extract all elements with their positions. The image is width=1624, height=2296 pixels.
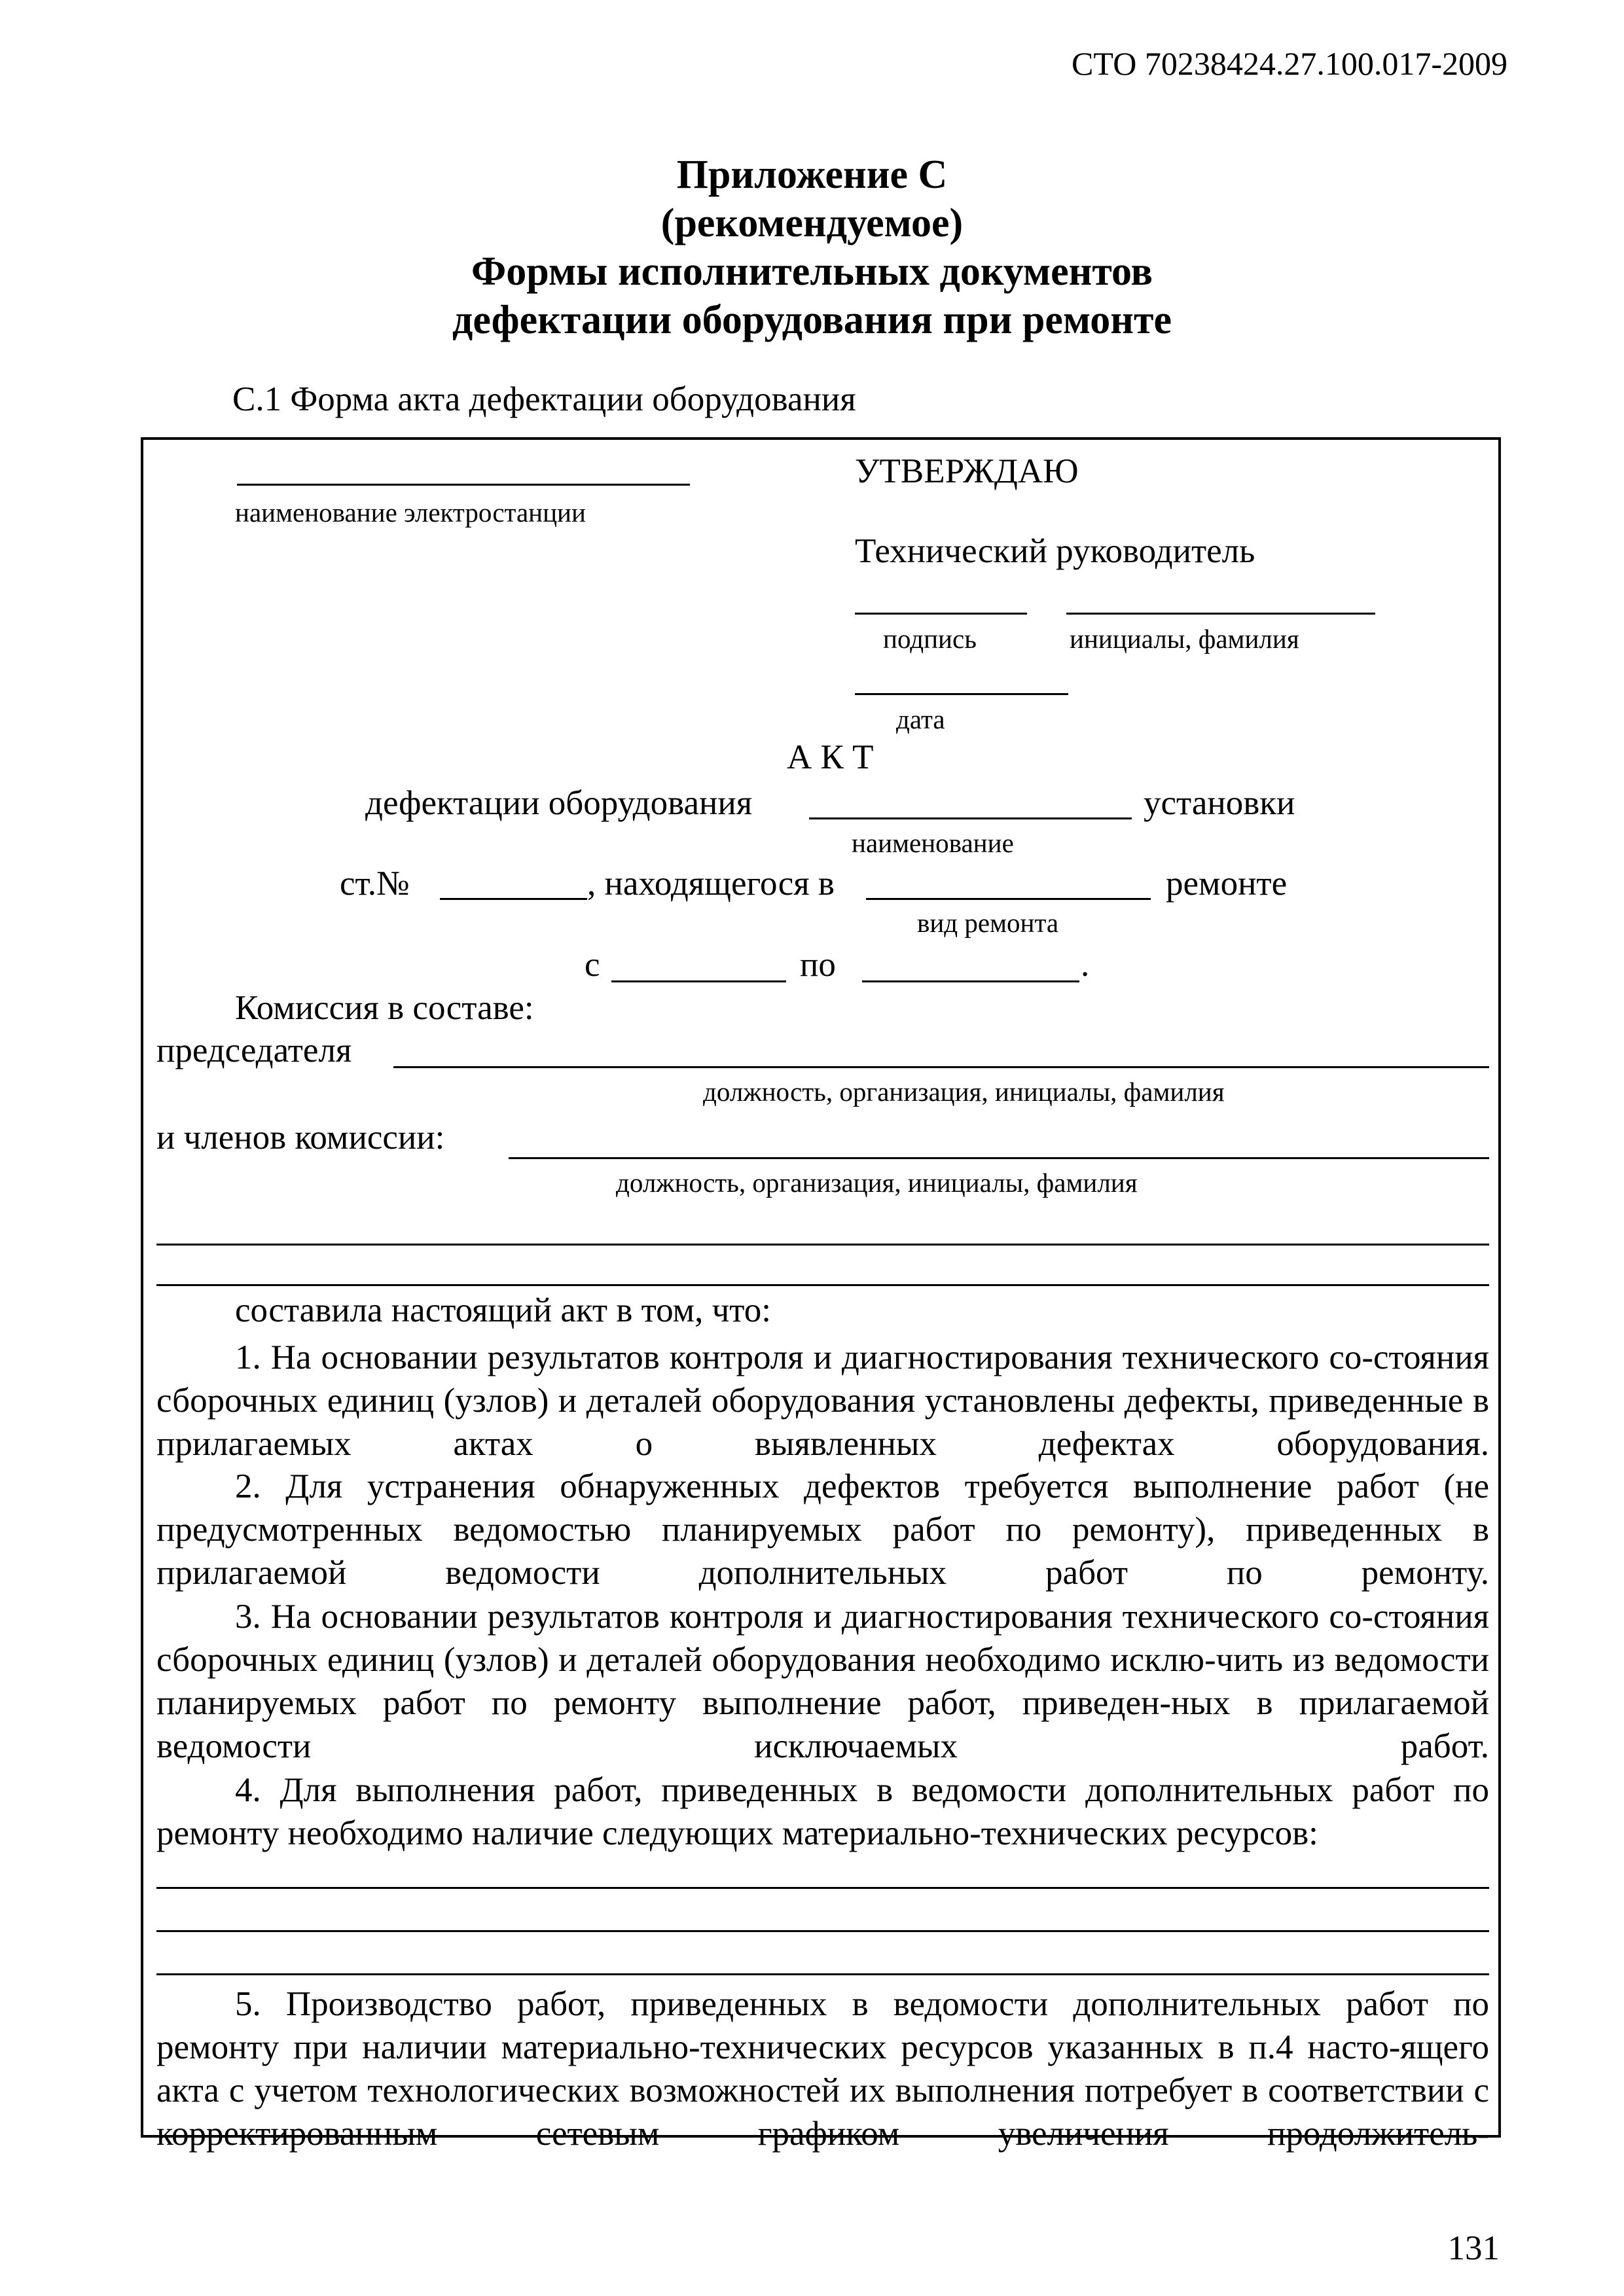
station-name-line xyxy=(237,484,690,486)
approval-date-caption: дата xyxy=(896,704,945,734)
paragraph-3 xyxy=(156,1595,1489,1768)
resources-line-1 xyxy=(156,1887,1489,1889)
station-name-caption: наименование электростанции xyxy=(235,497,586,528)
located-in-label: , находящегося в xyxy=(587,865,835,903)
paragraph-5-text: 5. Производство работ, приведенных в ведомости дополнительных работ по ремонту при наличии материально-технических ресурсов указанных в п.4 насто-ящего акта с учетом технологических возможностей их выполнения потребует в соответствии с корректированным сетевым графиком увеличения продолжитель- xyxy=(156,1985,1489,2153)
chairman-caption: должность, организация, инициалы, фамилия xyxy=(703,1077,1225,1107)
members-caption: должность, организация, инициалы, фамилия xyxy=(616,1168,1138,1198)
paragraph-3-text: 3. На основании результатов контроля и диагностирования технического со-стояния сборочных единиц (узлов) и деталей оборудования необходимо исклю-чить из ведомости планируемых работ по ремонту выполнение работ, приведен-ных в прилагаемой ведомости исключаемых работ. xyxy=(156,1598,1489,1765)
commission-label: Комиссия в составе: xyxy=(235,989,534,1027)
paragraph-2 xyxy=(156,1465,1489,1594)
signature-line xyxy=(855,613,1027,615)
appendix-title: Приложение С xyxy=(676,152,948,197)
intro-text: составила настоящий акт в том, что: xyxy=(235,1291,771,1329)
paragraph-4 xyxy=(156,1768,1489,1855)
appendix-subject-line2: дефектации оборудования при ремонте xyxy=(452,298,1172,342)
paragraph-2-text: 2. Для устранения обнаруженных дефектов требуется выполнение работ (не предусмотренных ведомостью планируемых работ по ремонту), приведенных в прилагаемой ведомости дополнительных работ по ремонту. xyxy=(156,1467,1489,1592)
from-label: с xyxy=(585,946,600,984)
repair-type-caption: вид ремонта xyxy=(917,908,1059,938)
paragraph-1 xyxy=(156,1336,1489,1465)
appendix-subject-line1: Формы исполнительных документов xyxy=(471,249,1153,294)
approver-name-caption: инициалы, фамилия xyxy=(1070,624,1299,654)
chairman-label: председателя xyxy=(156,1031,352,1069)
repair-type-line xyxy=(866,898,1151,900)
installation-name-line xyxy=(809,817,1132,819)
approver-name-line xyxy=(1066,613,1375,615)
paragraph-5 xyxy=(156,1982,1489,2155)
signature-caption: подпись xyxy=(883,624,977,654)
members-label: и членов комиссии: xyxy=(156,1119,445,1157)
members-line xyxy=(509,1157,1489,1159)
approval-date-line xyxy=(855,693,1068,695)
section-heading: С.1 Форма акта дефектации оборудования xyxy=(232,380,856,418)
station-number-line xyxy=(440,898,587,900)
resources-line-3 xyxy=(156,1973,1489,1975)
paragraph-4-text: 4. Для выполнения работ, приведенных в ведомости дополнительных работ по ремонту необходимо наличие следующих материально-технических ресурсов: xyxy=(156,1771,1489,1852)
installation-label: установки xyxy=(1144,784,1295,822)
members-line-extra-1 xyxy=(156,1244,1489,1246)
start-date-line xyxy=(611,980,786,982)
appendix-status: (рекомендуемое) xyxy=(660,201,964,245)
page-number: 131 xyxy=(1447,2229,1500,2267)
act-title: А К Т xyxy=(787,738,874,776)
members-line-extra-2 xyxy=(156,1284,1489,1286)
approve-label: УТВЕРЖДАЮ xyxy=(855,452,1079,490)
paragraph-1-text: 1. На основании результатов контроля и диагностирования технического со-стояния сборочных единиц (узлов) и деталей оборудования установлены дефекты, приведенные в прилагаемых актах о выявленных дефектах оборудования. xyxy=(156,1338,1489,1463)
end-date-line xyxy=(862,980,1079,982)
resources-line-2 xyxy=(156,1930,1489,1932)
installation-name-caption: наименование xyxy=(852,828,1014,858)
to-label: по xyxy=(800,946,836,984)
document-code: СТО 70238424.27.100.017-2009 xyxy=(1072,45,1507,82)
period-end: . xyxy=(1081,946,1090,984)
act-subject-label: дефектации оборудования xyxy=(365,784,753,822)
act-form xyxy=(141,437,1501,2153)
in-repair-label: ремонте xyxy=(1166,865,1288,903)
approver-title: Технический руководитель xyxy=(855,532,1255,570)
station-number-label: ст.№ xyxy=(340,865,410,903)
chairman-line xyxy=(393,1066,1489,1068)
